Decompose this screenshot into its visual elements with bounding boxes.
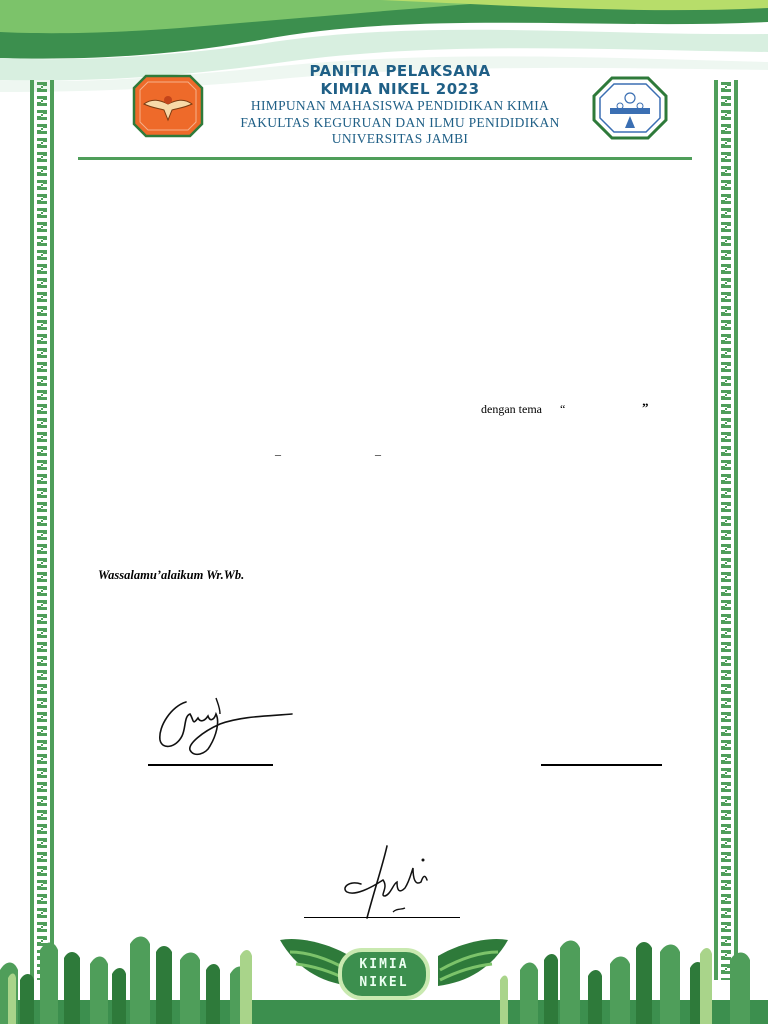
- left-ornament-border: [30, 80, 54, 980]
- right-ornament-border: [714, 80, 738, 980]
- badge-text-kimia: KIMIA: [359, 957, 409, 972]
- theme-quote-open: “: [560, 402, 566, 416]
- himapemka-logo: [592, 76, 668, 140]
- time-dash: –: [375, 447, 381, 461]
- theme-label: dengan tema: [481, 402, 542, 416]
- date-dash: –: [275, 447, 281, 461]
- badge-text-nikel: NIKEL: [359, 975, 409, 990]
- university-name: UNIVERSITAS JAMBI: [331, 131, 469, 146]
- signature-left: [150, 692, 300, 764]
- organization-name: HIMPUNAN MAHASISWA PENDIDIKAN KIMIA: [250, 98, 550, 113]
- event-title: KIMIA NIKEL 2023: [320, 80, 480, 98]
- header-divider: [78, 157, 692, 160]
- signature-line-bottom: [304, 917, 460, 918]
- closing-greeting: Wassalamu’alaikum Wr.Wb.: [98, 568, 245, 582]
- university-logo: [132, 74, 204, 138]
- theme-quote-close: ”: [642, 400, 649, 415]
- faculty-name: FAKULTAS KEGURUAN DAN ILMU PENIDIDIKAN: [240, 115, 560, 130]
- signature-bottom: [335, 844, 435, 920]
- committee-title: PANITIA PELAKSANA: [309, 62, 491, 80]
- signature-line-left: [148, 764, 273, 766]
- signature-line-right: [541, 764, 662, 766]
